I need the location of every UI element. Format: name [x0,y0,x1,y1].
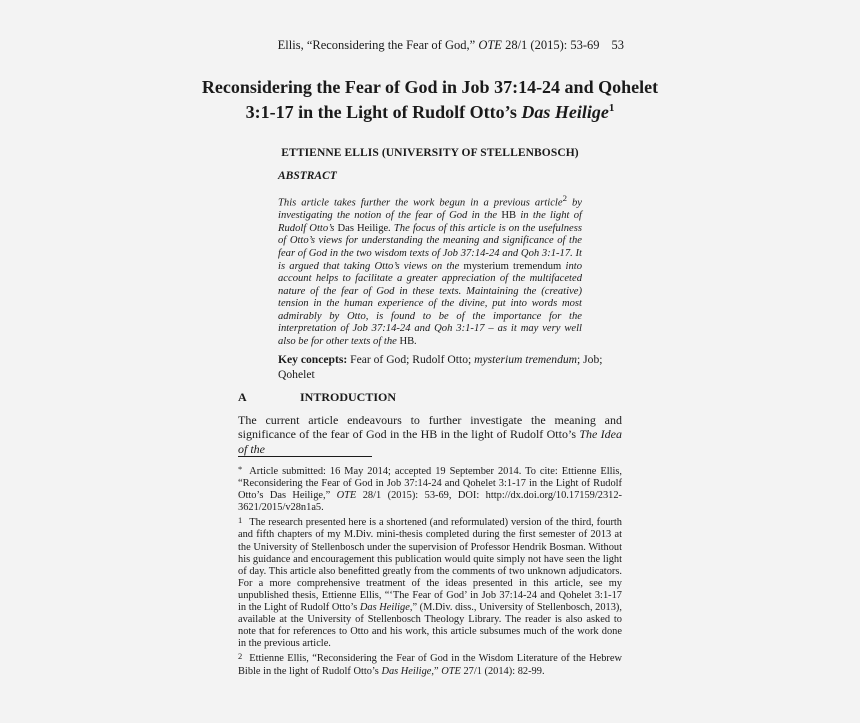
footnote-mark: * [238,464,243,474]
body-hb: HB [420,427,438,442]
article-title [200,77,660,123]
footnote-journal: OTE [441,665,461,677]
key-concepts-text: Fear of God; Rudolf Otto; [347,353,475,366]
abstract-part: . [414,336,417,348]
footnote-text: ,” [431,665,442,677]
footnote-italic: Das Heilige [359,602,410,614]
abstract-part: This article takes further the work begun in a previous article [278,197,563,209]
title-footnote-mark: 1 [608,102,615,114]
abstract-das-heilige: Das Heilige [337,222,389,234]
running-head-volume: 28/1 (2015): 53-69 [501,38,600,52]
section-letter: A [238,390,247,404]
section-heading [238,390,396,405]
footnotes [238,463,622,678]
abstract-hb: HB [501,210,517,222]
abstract-part: by investigating the notion of the fear of God in the [278,197,582,222]
abstract-hb: HB [399,336,415,348]
author-line: ETTIENNE ELLIS (UNIVERSITY OF STELLENBOSCH) [281,147,579,159]
key-concepts-label: Key concepts: [278,353,348,366]
running-head-journal: OTE [478,38,502,52]
body-italic: The Idea of the [238,427,622,456]
body-text-part: in the light of Rudolf Otto’s [437,427,580,442]
footnote-text: The research presented here is a shortened (and reformulated) version of the third, fourth and fifth chapters of my M.Div. mini-thesis completed during the first semester of 2013 at the University of Stellenbosch under the supervision of Professor Hendrik Bosman. Without his guidance and encouragement this publication would quite simply not have seen the light of day. This article also benefitted greatly from the comments of two unknown adjudicators. For a more comprehensive treatment of the ideas presented in this article, see my unpublished thesis, Ettienne Ellis, “‘The Fear of God’ in Job 37:14-24 and Qohelet 3:1-17 in the Light of Rudolf Otto’s [238,517,622,614]
footnote-journal: OTE [336,490,357,502]
page-number: 53 [611,38,624,52]
abstract-part: . The focus of this article is on the usefulness of Otto’s views for understanding the meaning and significance of the fear of God in the two wisdom texts of Job 37:14-24 and Qoh 3:1-17. It is argued that taking Otto’s views on the [278,222,582,272]
title-main: Reconsidering the Fear of God in Job 37:14-24 and Qohelet 3:1-17 in the Light of Rudolf Otto’s [201,77,659,122]
footnote-text: ,” (M.Div. diss., University of Stellenbosch, 2013), available at the University of Stellenbosch Theology Library. The reader is also asked to note that for references to Otto and his work, this article subsumes much of the work done in the previous article. [238,602,622,650]
body-paragraph [238,413,622,456]
body-text-part: The current article endeavours to further investigate the meaning and significance of the fear of God in the [238,413,622,442]
footnote-mark: 2 [238,651,243,662]
abstract-part: into account helps to facilitate a greater appreciation of the multifaceted nature of the fear of God in these texts. Maintaining the (creative) tension in the human experience of the divine, put into words most admirably by Otto, is found to be of the importance for the interpretation of Job 37:14-24 and Qoh 3:1-17 – as it may very well also be for other texts of the [278,260,582,348]
footnote-italic: Das Heilige [381,665,432,677]
footnote-text: 27/1 (2014): 82-99. [460,665,545,677]
abstract-mysterium: mysterium tremendum [463,260,562,272]
key-concepts [278,352,634,382]
key-concepts-text: ; Job; Qohelet [278,353,603,381]
footnote-1 [238,514,622,650]
abstract-part: in the light of Rudolf Otto’s [278,210,582,234]
running-head [278,38,624,53]
footnote-text: 28/1 (2015): 53-69, DOI: http://dx.doi.org/10.17159/2312-3621/2015/v28n1a5. [238,490,622,514]
abstract-footnote-mark: 2 [562,193,567,203]
section-title: INTRODUCTION [300,390,397,404]
abstract-heading: ABSTRACT [278,170,337,182]
key-concepts-italic: mysterium tremendum [474,353,578,366]
running-head-citation: Ellis, “Reconsidering the Fear of God,” [277,38,479,52]
footnote-2 [238,650,622,677]
footnote-text: Ettienne Ellis, “Reconsidering the Fear of God in the Wisdom Literature of the Hebrew Bible in the light of Rudolf Otto’s [238,653,622,677]
footnote-star [238,463,622,514]
abstract-text [278,192,582,349]
footnote-divider [238,456,372,457]
footnote-text: Article submitted: 16 May 2014; accepted 19 September 2014. To cite: Ettienne Ellis, “Reconsidering the Fear of God in Job 37:14-24 and Qohelet 3:1-17 in the Light of Rudolf Otto’s Das Heilige,” [238,466,622,502]
title-italic: Das Heilige [521,102,609,122]
footnote-mark: 1 [238,515,243,526]
